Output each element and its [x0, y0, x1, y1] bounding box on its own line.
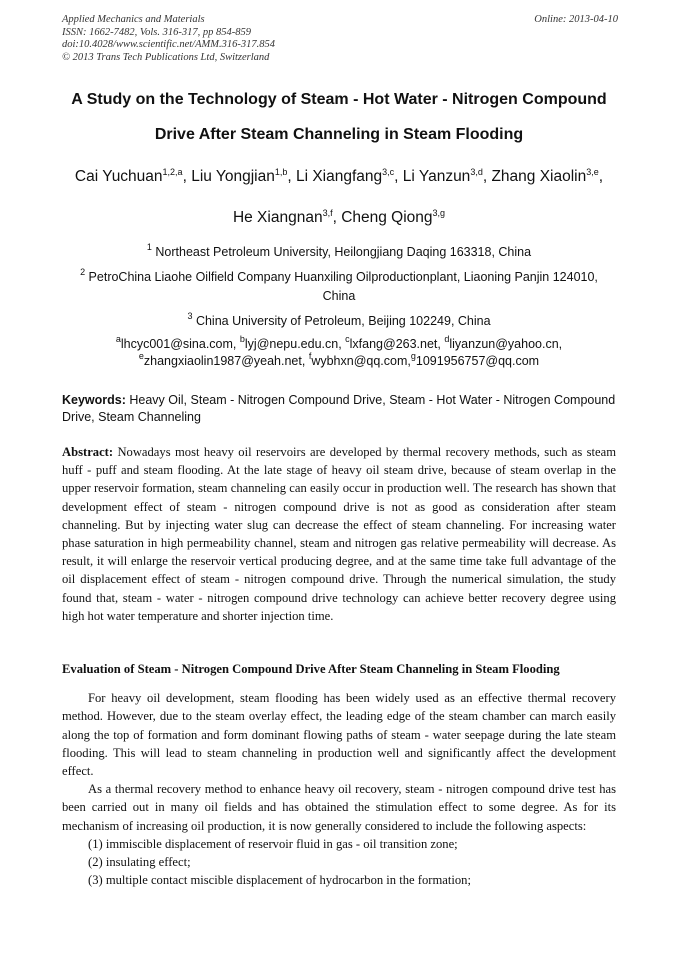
author-sup: 1,b: [274, 167, 288, 177]
email-list: [70, 336, 608, 370]
affiliation-text: Northeast Petroleum University, Heilongjiang Daqing 163318, China: [151, 245, 532, 259]
affiliation-1: [70, 243, 608, 262]
author-line-1: [40, 167, 638, 187]
email-address: zhangxiaolin1987@yeah.net,: [143, 354, 309, 368]
author-name: Zhang Xiaolin: [491, 168, 587, 185]
list-item: (3) multiple contact miscible displacement of hydrocarbon in the formation;: [88, 873, 471, 888]
abstract: [62, 443, 616, 625]
author-name: Liu Yongjian: [191, 168, 275, 185]
email-sup: d: [444, 334, 450, 344]
issn-line: ISSN: 1662-7482, Vols. 316-317, pp 854-859: [62, 26, 251, 38]
list-item: (2) insulating effect;: [88, 855, 191, 870]
author-sup: 3,c: [382, 167, 395, 177]
paper-title-line-2: Drive After Steam Channeling in Steam Flooding: [154, 126, 524, 143]
email-line-1: [70, 336, 608, 353]
affiliation-text: China University of Petroleum, Beijing 102249, China: [192, 314, 491, 328]
email-sup: e: [138, 351, 144, 361]
journal-name: Applied Mechanics and Materials: [62, 14, 205, 25]
copyright-line: © 2013 Trans Tech Publications Ltd, Switzerland: [62, 51, 270, 63]
author-sup: 3,g: [432, 208, 446, 218]
author-name: Cheng Qiong: [341, 209, 433, 226]
author-sup: 3,e: [586, 167, 599, 177]
email-address: liyanzun@yahoo.cn,: [449, 337, 563, 351]
author-sup: 3,f: [322, 208, 333, 218]
keywords: [62, 392, 616, 426]
email-line-2: [70, 353, 608, 370]
affiliation-2: [70, 268, 608, 306]
journal-header: [62, 14, 618, 64]
author-name: Li Yanzun: [402, 168, 471, 185]
author-name: Li Xiangfang: [295, 168, 383, 185]
affiliation-3: [70, 312, 608, 331]
affiliation-sup: 3: [187, 311, 193, 321]
author-sep: ,: [482, 168, 492, 185]
author-sep: ,: [182, 168, 192, 185]
author-sep: ,: [394, 168, 403, 185]
section-paragraph-1: For heavy oil development, steam flooding has been widely used as an effective thermal recovery method. However, due to the steam overlay effect, the leading edge of the steam chamber can march easily along the top of formation and form dominant flowing paths of steam - water seepage during the late steam flooding. This will lead to steam channeling in production well and significantly affect the development effect.: [62, 691, 616, 779]
author-sep: ,: [598, 168, 604, 185]
author-line-2: [40, 208, 638, 228]
section-paragraph-2: As a thermal recovery method to enhance heavy oil recovery, steam - nitrogen compound drive test has been carried out in many oil fields and has obtained the stimulation effect to some degree. As for its mechanism of increasing oil production, it is now generally considered to include the following aspects:: [62, 782, 616, 833]
paper-title-line-1: A Study on the Technology of Steam - Hot Water - Nitrogen Compound: [71, 91, 607, 108]
affiliation-text: PetroChina Liaohe Oilfield Company Huanxiling Oilproductionplant, Liaoning Panjin 124010, China: [85, 270, 598, 303]
keywords-text: Heavy Oil, Steam - Nitrogen Compound Drive, Steam - Hot Water - Nitrogen Compound Drive, Steam Channeling: [62, 393, 616, 424]
author-name: Cai Yuchuan: [74, 168, 163, 185]
author-sep: ,: [332, 209, 342, 226]
online-date: Online: 2013-04-10: [534, 14, 618, 25]
email-address: wybhxn@qq.com,: [311, 354, 411, 368]
email-address: lyj@nepu.edu.cn,: [244, 337, 346, 351]
author-sup: 1,2,a: [162, 167, 183, 177]
affiliation-sup: 2: [80, 267, 86, 277]
email-address: lxfang@263.net,: [349, 337, 445, 351]
section-heading: Evaluation of Steam - Nitrogen Compound Drive After Steam Channeling in Steam Flooding: [62, 662, 560, 676]
affiliation-sup: 1: [146, 242, 152, 252]
email-sup: c: [345, 334, 350, 344]
email-sup: b: [239, 334, 245, 344]
keywords-label: Keywords:: [62, 393, 126, 407]
list-item: (1) immiscible displacement of reservoir fluid in gas - oil transition zone;: [88, 836, 458, 851]
author-sep: ,: [287, 168, 296, 185]
email-sup: a: [115, 334, 121, 344]
email-address: 1091956757@qq.com: [415, 354, 540, 368]
author-name: He Xiangnan: [232, 209, 323, 226]
email-address: lhcyc001@sina.com,: [120, 337, 240, 351]
author-sup: 3,d: [470, 167, 483, 177]
doi-line: doi:10.4028/www.scientific.net/AMM.316-317.854: [62, 39, 275, 50]
section-evaluation: [62, 660, 616, 889]
email-sup: f: [308, 351, 312, 361]
abstract-label: Abstract:: [62, 445, 114, 459]
email-sup: g: [410, 351, 416, 361]
abstract-text: Nowadays most heavy oil reservoirs are developed by thermal recovery methods, such as steam huff - puff and steam flooding. At the late stage of heavy oil steam drive, because of steam overlap in the upper reservoir formation, steam channeling can easily occur in production well. The research has shown that development effect of steam - nitrogen compound drive is not as good as consideration after steam channeling. But by injecting water slug can decrease the effect of steam channeling. For increasing water phase saturation in high permeability channel, steam and nitrogen gas relative permeability will decrease. As result, it will enlarge the reservoir vertical producing degree, and at the same time take full advantage of the oil displacement effect of steam - nitrogen compound drive. Through the numerical simulation, the study found that, steam - water - nitrogen compound drive technology can achieve better recovery degree using high hot water temperature and shorter injection time.: [62, 445, 616, 623]
